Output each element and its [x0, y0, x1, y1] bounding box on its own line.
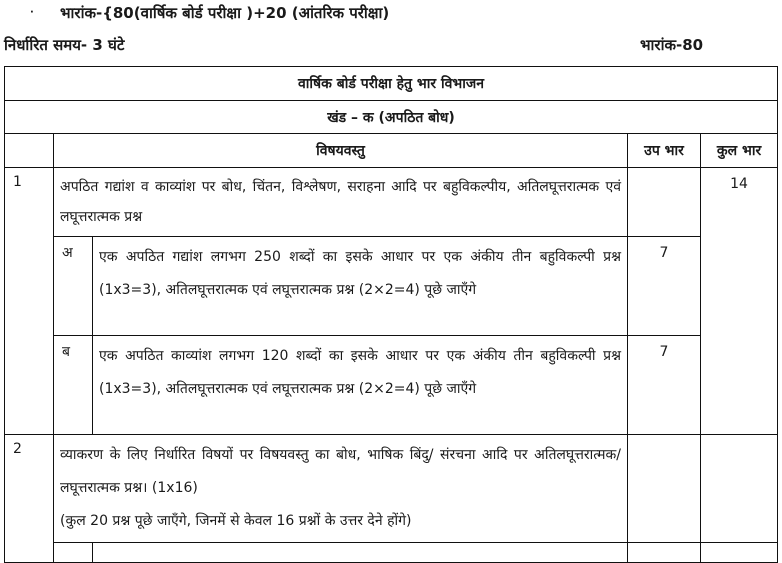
- sub-row-label: अ: [54, 237, 93, 336]
- bullet-icon: ·: [30, 7, 34, 18]
- time-allotted: निर्धारित समय- 3 घंटे: [4, 36, 125, 54]
- row-content-line: व्याकरण के लिए निर्धारित विषयों पर विषयवस्तु का बोध, भाषिक बिंदु/ संरचना आदि पर अतिलघूत्तरात्मक/लघूत्तरात्मक प्रश्न। (1x16): [60, 447, 621, 496]
- table-row: [5, 435, 778, 543]
- row-content: [54, 435, 628, 543]
- sub-row-content: [93, 543, 628, 563]
- row-content: अपठित गद्यांश व काव्यांश पर बोध, चिंतन, विश्लेषण, सराहना आदि पर बहुविकल्पीय, अतिलघूत्तरात्मक एवं लघूत्तरात्मक प्रश्न: [54, 168, 628, 237]
- sub-row-label: [54, 543, 93, 563]
- sub-row-content: एक अपठित गद्यांश लगभग 250 शब्दों का इसके आधार पर एक अंकीय तीन बहुविकल्पी प्रश्न (1x3=3), अतिलघूत्तरात्मक एवं लघूत्तरात्मक प्रश्न (2×2=4) पूछे जाएँगे: [93, 237, 628, 336]
- table-row: [5, 168, 778, 237]
- row-total-marks: [701, 435, 778, 543]
- sub-row: [5, 237, 778, 336]
- row-sub-marks: [628, 168, 701, 237]
- header-total-marks: कुल भार: [701, 134, 778, 168]
- row-number: 1: [5, 168, 54, 435]
- sub-row-marks: [628, 543, 701, 563]
- column-header-row: [5, 134, 778, 168]
- marks-distribution-line: [0, 0, 782, 26]
- sub-row-label: ब: [54, 336, 93, 435]
- row-content-line: (कुल 20 प्रश्न पूछे जाएँगे, जिनमें से केवल 16 प्रश्नों के उत्तर देने होंगे): [60, 513, 412, 529]
- row-total-marks: [701, 543, 778, 563]
- section-title: खंड – क (अपठित बोध): [5, 101, 778, 134]
- weightage-table: [4, 66, 778, 563]
- row-sub-marks: [628, 435, 701, 543]
- header-content: विषयवस्तु: [54, 134, 628, 168]
- sub-row-marks: 7: [628, 336, 701, 435]
- table-title-row: [5, 67, 778, 101]
- header-sub-marks: उप भार: [628, 134, 701, 168]
- sub-row-content: एक अपठित काव्यांश लगभग 120 शब्दों का इसके आधार पर एक अंकीय तीन बहुविकल्पी प्रश्न (1x3=3), अतिलघूत्तरात्मक एवं लघूत्तरात्मक प्रश्न (2×2=4) पूछे जाएँगे: [93, 336, 628, 435]
- sub-row-cropped: [5, 543, 778, 563]
- table-title: वार्षिक बोर्ड परीक्षा हेतु भार विभाजन: [5, 67, 778, 101]
- total-marks-breakdown: भारांक-{80(वार्षिक बोर्ड परीक्षा )+20 (आंतरिक परीक्षा): [60, 4, 390, 22]
- exam-meta-row: [0, 32, 782, 58]
- row-total-marks: 14: [701, 168, 778, 435]
- max-marks: भारांक-80: [640, 36, 704, 54]
- row-number: 2: [5, 435, 54, 563]
- sub-row-marks: 7: [628, 237, 701, 336]
- section-row: [5, 101, 778, 134]
- sub-row: [5, 336, 778, 435]
- header-num: [5, 134, 54, 168]
